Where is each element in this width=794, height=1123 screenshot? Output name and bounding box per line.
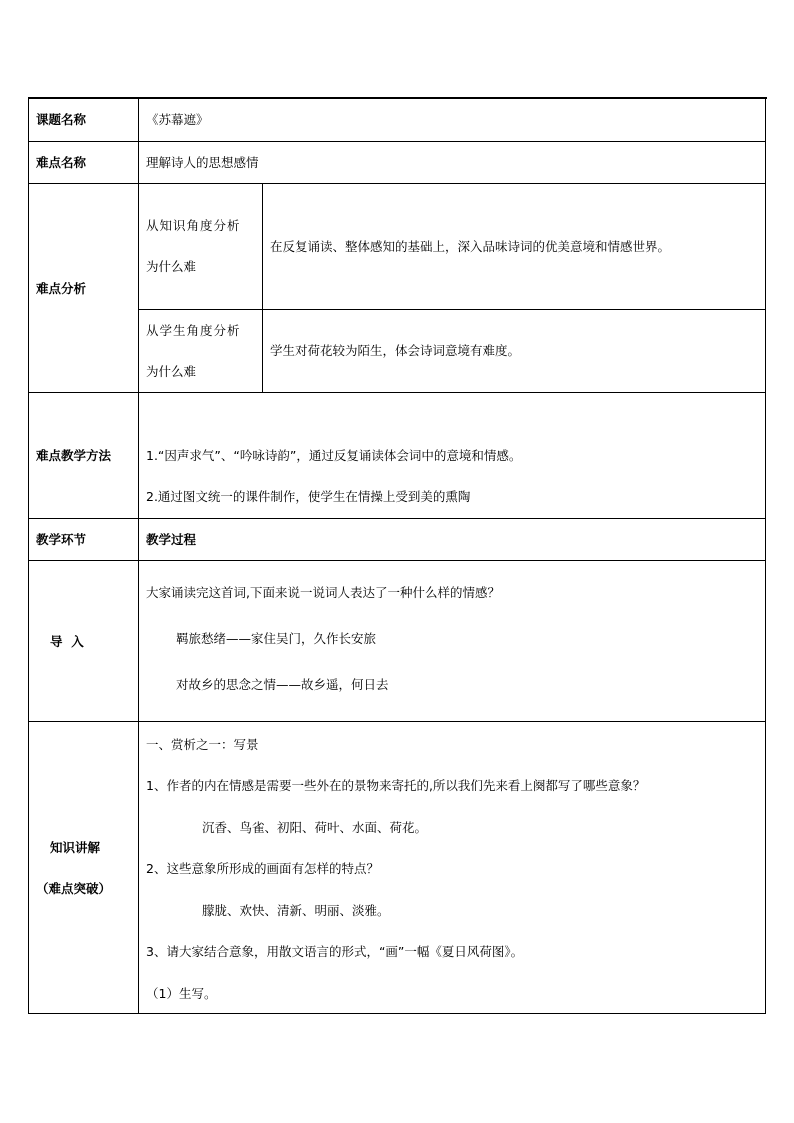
- table-left-border: [28, 97, 29, 1014]
- intro-line2: 羁旅愁绪——家住吴门，久作长安旅: [176, 631, 377, 646]
- row-separator: [28, 183, 766, 184]
- method-label: 难点教学方法: [36, 448, 112, 463]
- difficulty-label: 难点名称: [36, 155, 87, 170]
- intro-line1: 大家诵读完这首词,下面来说一说词人表达了一种什么样的情感？: [146, 585, 500, 600]
- student-answer: 学生对荷花较为陌生，体会诗词意境有难度。: [270, 343, 521, 358]
- table-right-border: [765, 97, 766, 1014]
- knowledge-line: 2、这些意象所形成的画面有怎样的特点？: [146, 861, 379, 876]
- method-line1: 1.“因声求气”、“吟咏诗韵”，通过反复诵读体会词中的意境和情感。: [146, 448, 522, 463]
- knowledge-question-line2: 为什么难: [146, 259, 197, 274]
- row-separator: [138, 309, 766, 310]
- analysis-label: 难点分析: [36, 281, 87, 296]
- knowledge-line: 3、请大家结合意象，用散文语言的形式，“画”一幅《夏日风荷图》。: [146, 944, 524, 959]
- student-question-line1: 从学生角度分析: [146, 323, 241, 338]
- intro-line3: 对故乡的思念之情——故乡遥，何日去: [176, 677, 389, 692]
- knowledge-line: 1、作者的内在情感是需要一些外在的景物来寄托的,所以我们先来看上阕都写了哪些意象？: [146, 778, 646, 793]
- knowledge-label-line2: （难点突破）: [36, 881, 112, 896]
- label-column-divider: [138, 97, 139, 1014]
- student-question-line2: 为什么难: [146, 364, 197, 379]
- row-separator: [28, 560, 766, 561]
- section-header-left: 教学环节: [36, 532, 87, 547]
- section-header-right: 教学过程: [146, 532, 197, 547]
- knowledge-line: 一、赏析之一：写景: [146, 737, 259, 752]
- row-separator: [28, 518, 766, 519]
- difficulty-value: 理解诗人的思想感情: [146, 155, 259, 170]
- topic-value: 《苏幕遮》: [146, 112, 209, 127]
- knowledge-question-line1: 从知识角度分析: [146, 218, 241, 233]
- analysis-inner-divider: [262, 183, 263, 392]
- method-line2: 2.通过图文统一的课件制作，使学生在情操上受到美的熏陶: [146, 489, 471, 504]
- knowledge-label-line1: 知识讲解: [50, 840, 101, 855]
- row-separator: [28, 392, 766, 393]
- knowledge-line: 沉香、鸟雀、初阳、荷叶、水面、荷花。: [202, 820, 428, 835]
- knowledge-answer: 在反复诵读、整体感知的基础上，深入品味诗词的优美意境和情感世界。: [270, 239, 671, 254]
- knowledge-line: 朦胧、欢快、清新、明丽、淡雅。: [202, 903, 390, 918]
- intro-label: 导 入: [50, 634, 84, 649]
- knowledge-line: （1）生写。: [146, 986, 217, 1001]
- row-separator: [28, 721, 766, 722]
- topic-label: 课题名称: [36, 112, 87, 127]
- row-separator: [28, 141, 766, 142]
